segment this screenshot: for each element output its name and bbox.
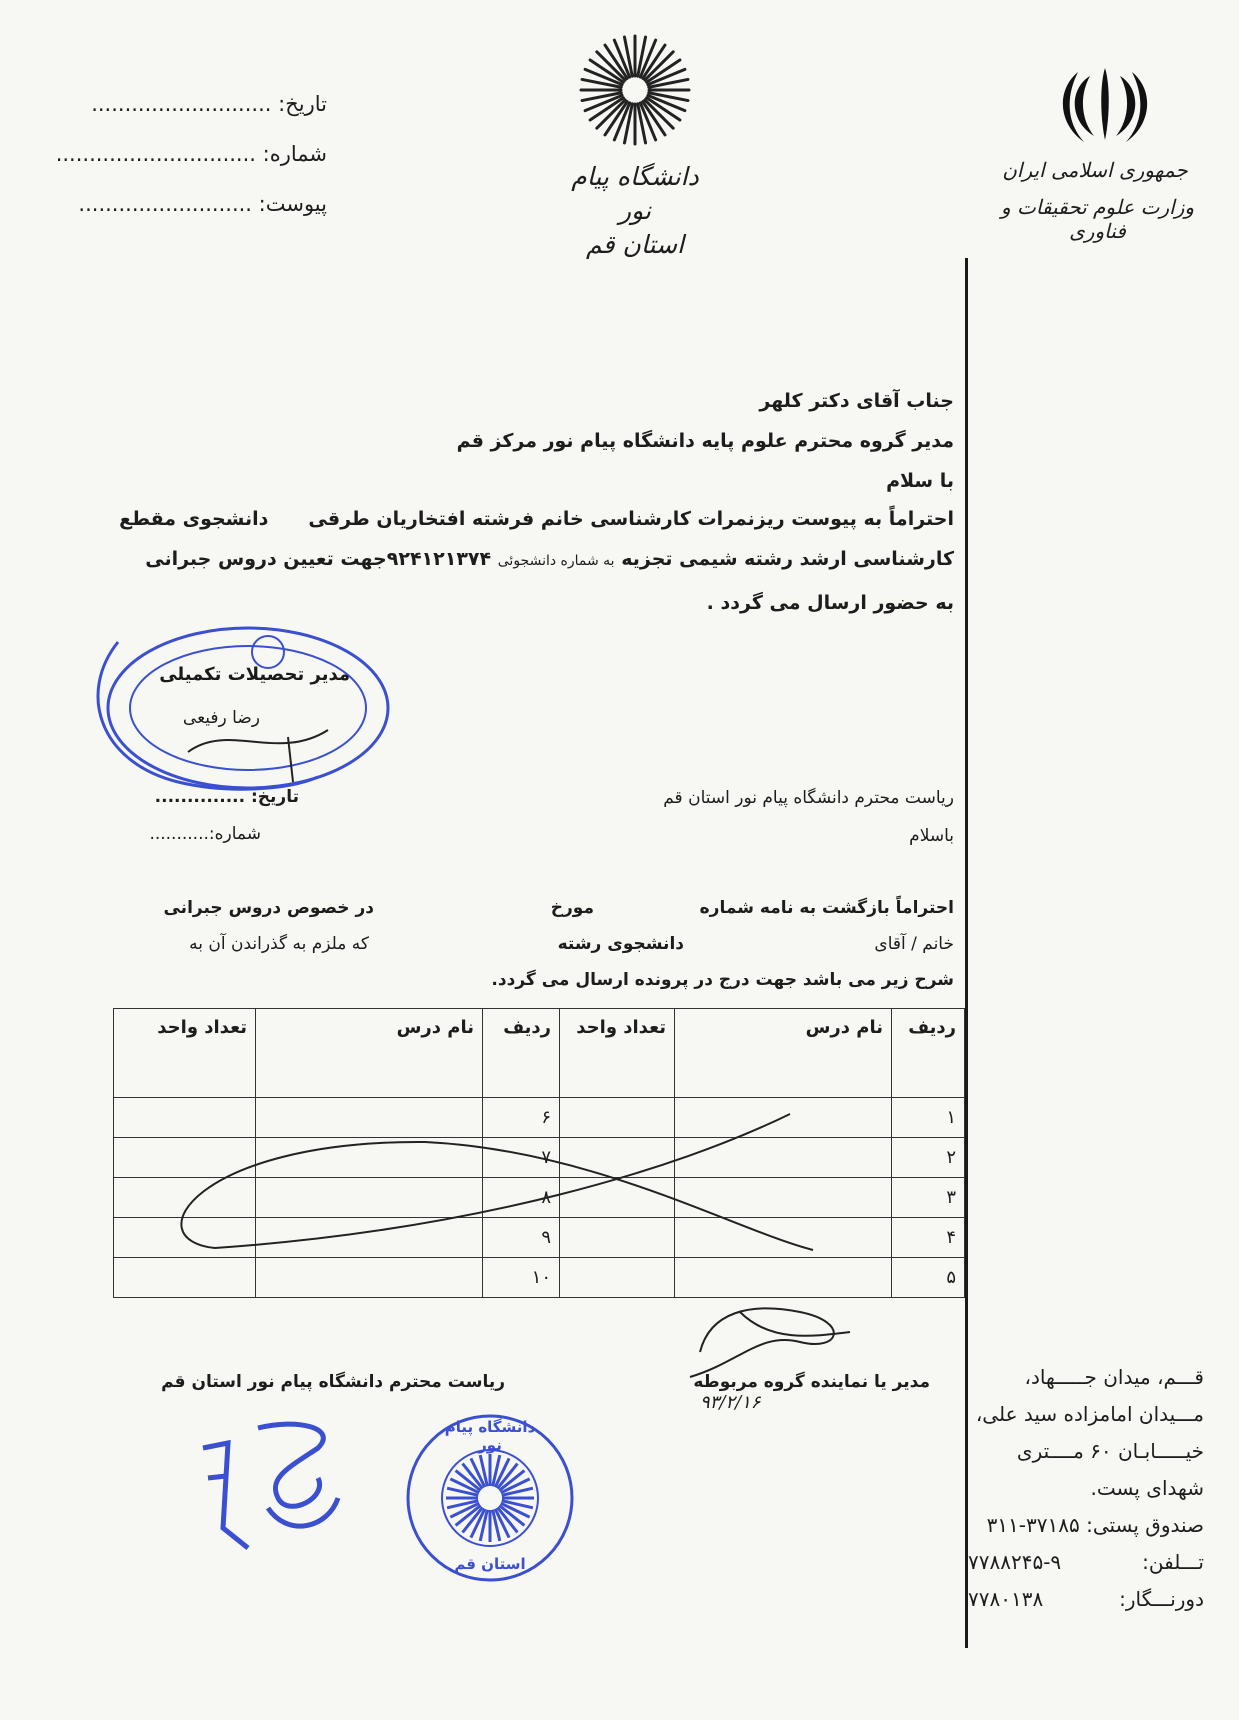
seal-text-bottom: استان قم xyxy=(454,1555,526,1573)
col-header-row-number-2: ردیف xyxy=(483,1009,560,1098)
address-line-1: قـــم، میدان جـــــهاد، xyxy=(1024,1365,1204,1389)
reply-line2-a: خانم / آقای xyxy=(874,934,954,954)
address-line-4: شهدای پست. xyxy=(1090,1476,1204,1500)
date-field: تاریخ: ........................... xyxy=(91,92,327,116)
greeting: با سلام xyxy=(886,470,954,492)
body-line-1: احتراماً به پیوست ریزنمرات کارشناسی خانم فرشته افتخاریان طرقیدانشجوی مقطع xyxy=(119,508,954,530)
reply-greeting: باسلام xyxy=(909,826,954,846)
body-line-3: به حضور ارسال می گردد . xyxy=(706,592,954,614)
table-row: ۳ ۸ xyxy=(114,1178,965,1218)
number-field: شماره: .............................. xyxy=(55,142,327,166)
gov-title: جمهوری اسلامی ایران xyxy=(1002,158,1188,182)
vertical-divider xyxy=(965,258,968,1648)
table-header-row xyxy=(114,1009,965,1098)
col-header-units-2: تعداد واحد xyxy=(114,1009,256,1098)
reply-line3: شرح زیر می باشد جهت درج در پرونده ارسال می گردد. xyxy=(491,970,954,990)
col-header-course-2: نام درس xyxy=(256,1009,483,1098)
reply-addressee: ریاست محترم دانشگاه پیام نور استان قم xyxy=(663,788,954,808)
reply-line2-c: که ملزم به گذراندن آن به xyxy=(189,934,369,954)
table-crossout-stroke-icon xyxy=(175,1110,815,1260)
address-line-2: مـــیدان امامزاده سید علی، xyxy=(975,1402,1204,1426)
stamp-name: رضا رفیعی xyxy=(182,708,260,728)
blue-signature-icon xyxy=(198,1418,343,1553)
reply-line1-a: احتراماً بازگشت به نامه شماره xyxy=(699,898,954,918)
reply-line1-b: مورخ xyxy=(550,898,594,918)
col-header-row-number: ردیف xyxy=(892,1009,965,1098)
handwritten-date: ۹۳/۲/۱۶ xyxy=(700,1392,761,1413)
reply-line1-c: در خصوص دروس جبرانی xyxy=(163,898,374,918)
ministry-title: وزارت علوم تحقیقات و فناوری xyxy=(1000,195,1195,243)
table-row: ۲ ۷ xyxy=(114,1138,965,1178)
stamp-title: مدیر تحصیلات تکمیلی xyxy=(159,664,350,685)
table-row: ۴ ۹ xyxy=(114,1218,965,1258)
presidency-signature-label: ریاست محترم دانشگاه پیام نور استان قم xyxy=(161,1372,505,1392)
iran-emblem-icon xyxy=(1060,62,1150,146)
attachment-field: پیوست: .......................... xyxy=(78,192,327,216)
phone-number: ۷۷۸۸۲۴۵-۹ xyxy=(968,1550,1062,1574)
postal-box: صندوق پستی: ۳۷۱۸۵-۳۱۱ xyxy=(986,1513,1204,1537)
recipient-position: مدیر گروه محترم علوم پایه دانشگاه پیام نور مرکز قم xyxy=(456,430,954,452)
seal-text-top: دانشگاه پیام نور xyxy=(444,1418,536,1454)
body-line-2: کارشناسی ارشد رشته شیمی تجزیه به شماره دانشجوئی ۹۲۴۱۲۱۳۷۴جهت تعیین دروس جبرانی xyxy=(145,548,954,570)
col-header-units: تعداد واحد xyxy=(560,1009,675,1098)
group-manager-signature-label: مدیر یا نماینده گروه مربوطه xyxy=(693,1372,930,1392)
university-logo-icon xyxy=(575,32,695,150)
col-header-course: نام درس xyxy=(675,1009,892,1098)
number-field-2: شماره:........... xyxy=(149,824,261,844)
handwritten-signature-icon xyxy=(680,1282,860,1382)
table-row: ۱ ۶ xyxy=(114,1098,965,1138)
recipient: جناب آقای دکتر کلهر xyxy=(759,390,954,412)
table-row: ۵ ۱۰ xyxy=(114,1258,965,1298)
fax-label: دورنـــگار: xyxy=(1119,1587,1204,1611)
fax-number: ۷۷۸۰۱۳۸ xyxy=(968,1587,1044,1611)
phone-label: تـــلفن: xyxy=(1142,1550,1204,1574)
university-name: دانشگاه پیام نور استان قم xyxy=(571,162,699,259)
address-line-3: خیـــــابـان ۶۰ مــــتری xyxy=(1016,1439,1204,1463)
date-field-2: تاریخ: .............. xyxy=(154,787,299,807)
reply-line2-b: دانشجوی رشته xyxy=(557,934,684,954)
